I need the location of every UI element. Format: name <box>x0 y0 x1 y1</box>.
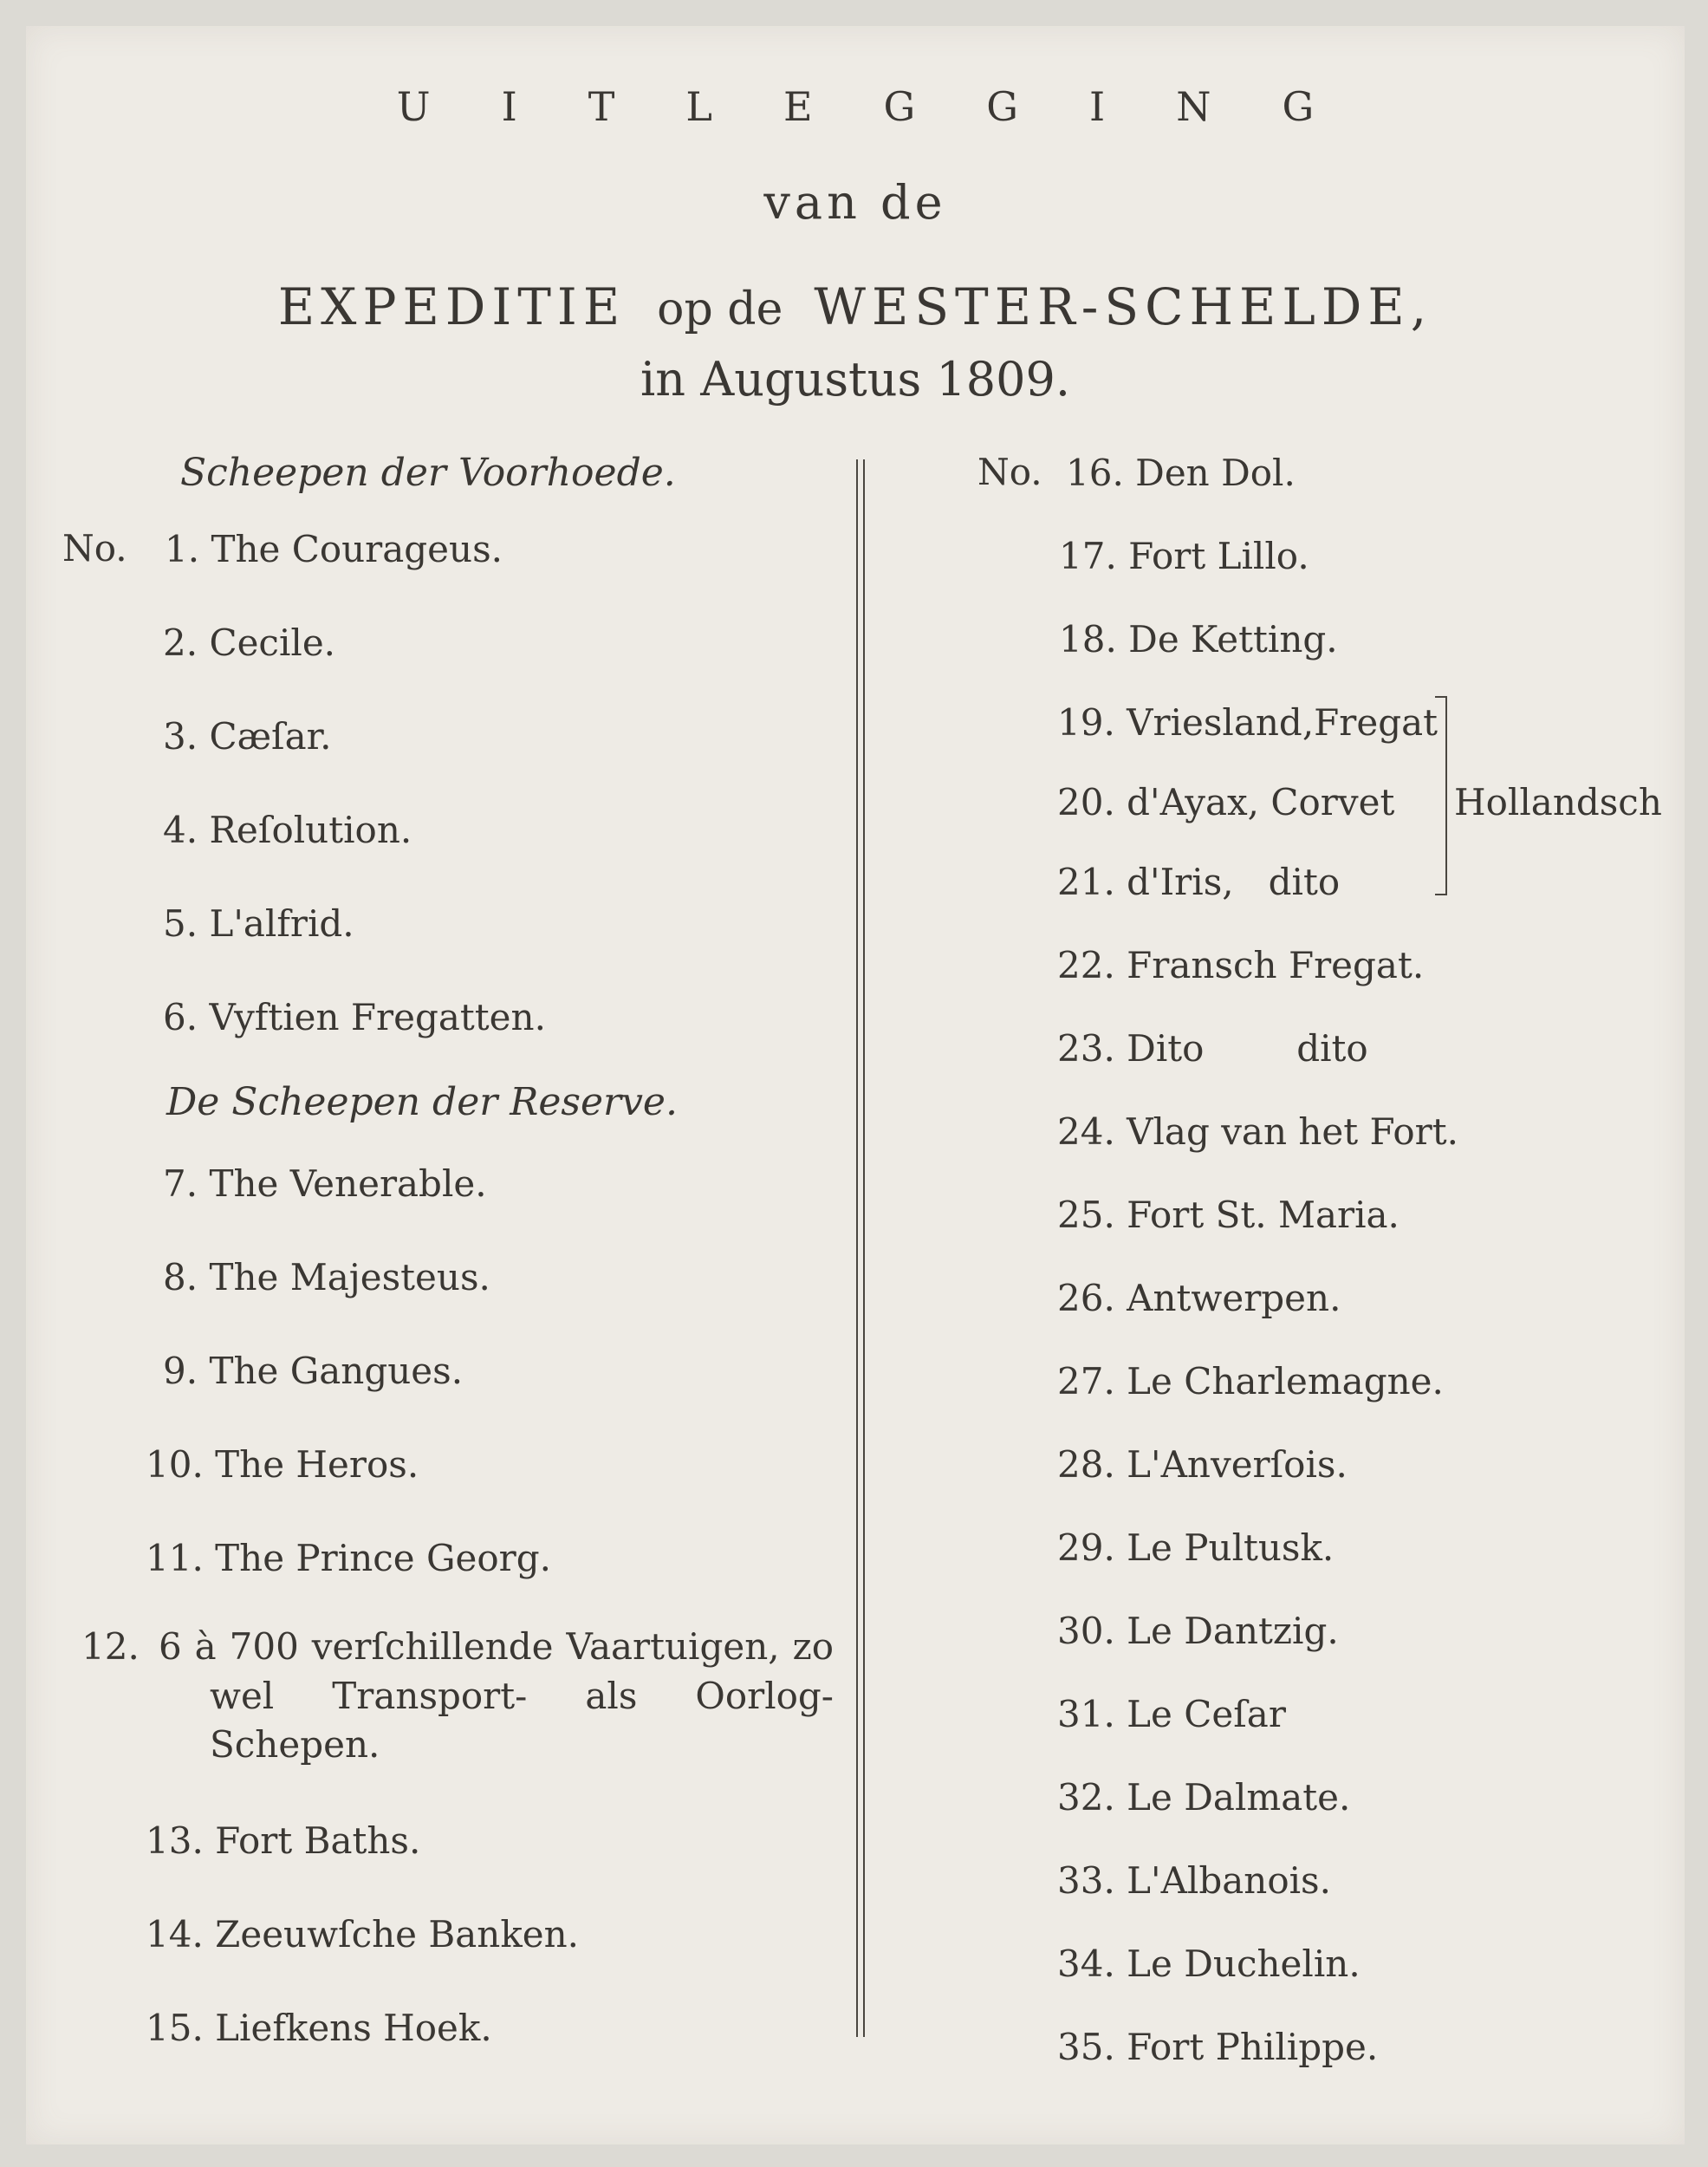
list-item: 19. Vriesland,Fregat <box>1057 701 1438 744</box>
column-divider-left <box>856 459 858 2037</box>
list-item: 24. Vlag van het Fort. <box>1057 1110 1458 1153</box>
title-uitlegging: UITLEGGING <box>396 83 1386 130</box>
list-item: 22. Fransch Fregat. <box>1057 944 1425 986</box>
list-item: 35. Fort Philippe. <box>1057 2026 1379 2068</box>
list-item: 21. d'Iris, dito <box>1057 861 1341 903</box>
list-item: 2. Cecile. <box>163 621 336 664</box>
title-wester-schelde: WESTER-SCHELDE, <box>814 277 1433 336</box>
list-item: 34. Le Duchelin. <box>1057 1942 1361 1985</box>
list-item: 31. Le Ceſar <box>1057 1693 1286 1735</box>
section-heading-voorhoede: Scheepen der Voorhoede. <box>180 451 676 495</box>
list-item: 27. Le Charlemagne. <box>1057 1360 1444 1402</box>
bracket-label: Hollandsch <box>1454 781 1662 823</box>
list-item: 11. The Prince Georg. <box>146 1537 551 1579</box>
list-item: 5. L'alfrid. <box>163 902 354 945</box>
title-van-de: van de <box>763 175 947 230</box>
list-item: 30. Le Dantzig. <box>1057 1610 1339 1652</box>
no-label-right: No. <box>977 451 1042 493</box>
document-page <box>26 26 1685 2144</box>
list-item: 6. Vyftien Fregatten. <box>163 996 546 1038</box>
list-item: 4. Reſolution. <box>163 809 412 851</box>
title-op-de: op de <box>657 283 783 335</box>
bracket-hollandsch <box>1428 696 1447 895</box>
list-item: 26. Antwerpen. <box>1057 1277 1341 1319</box>
list-item: 12. 6 à 700 verſchillende Vaartuigen, zo wel Transport- als Oorlog-Schepen. <box>81 1625 834 1767</box>
no-label-left: No. <box>62 527 127 569</box>
title-expeditie <box>26 277 1685 336</box>
list-item: 20. d'Ayax, Corvet <box>1057 781 1395 823</box>
list-item: 7. The Venerable. <box>163 1162 487 1205</box>
column-divider-right <box>863 459 865 2037</box>
list-item: 15. Liefkens Hoek. <box>146 2007 492 2049</box>
section-heading-reserve: De Scheepen der Reserve. <box>166 1080 678 1124</box>
title-date: in Augustus 1809. <box>640 352 1070 407</box>
list-item: 32. Le Dalmate. <box>1057 1776 1351 1819</box>
list-item: 8. The Majesteus. <box>163 1256 490 1298</box>
list-item: 18. De Ketting. <box>1059 618 1338 661</box>
list-item: 14. Zeeuwſche Banken. <box>146 1913 580 1956</box>
list-item: 9. The Gangues. <box>163 1350 464 1392</box>
list-item: 17. Fort Lillo. <box>1059 535 1309 577</box>
list-item: 1. The Courageus. <box>165 528 503 570</box>
list-item: 23. Dito dito <box>1057 1027 1368 1070</box>
list-item: 25. Fort St. Maria. <box>1057 1194 1400 1236</box>
list-item: 10. The Heros. <box>146 1443 419 1486</box>
list-item: 16. Den Dol. <box>1066 452 1296 494</box>
title-expeditie-word: EXPEDITIE <box>277 277 627 336</box>
list-item: 28. L'Anverſois. <box>1057 1443 1348 1486</box>
list-item: 33. L'Albanois. <box>1057 1859 1331 1902</box>
list-item: 13. Fort Baths. <box>146 1819 421 1862</box>
list-item: 29. Le Pultusk. <box>1057 1526 1335 1569</box>
list-item: 3. Cæſar. <box>163 715 332 758</box>
